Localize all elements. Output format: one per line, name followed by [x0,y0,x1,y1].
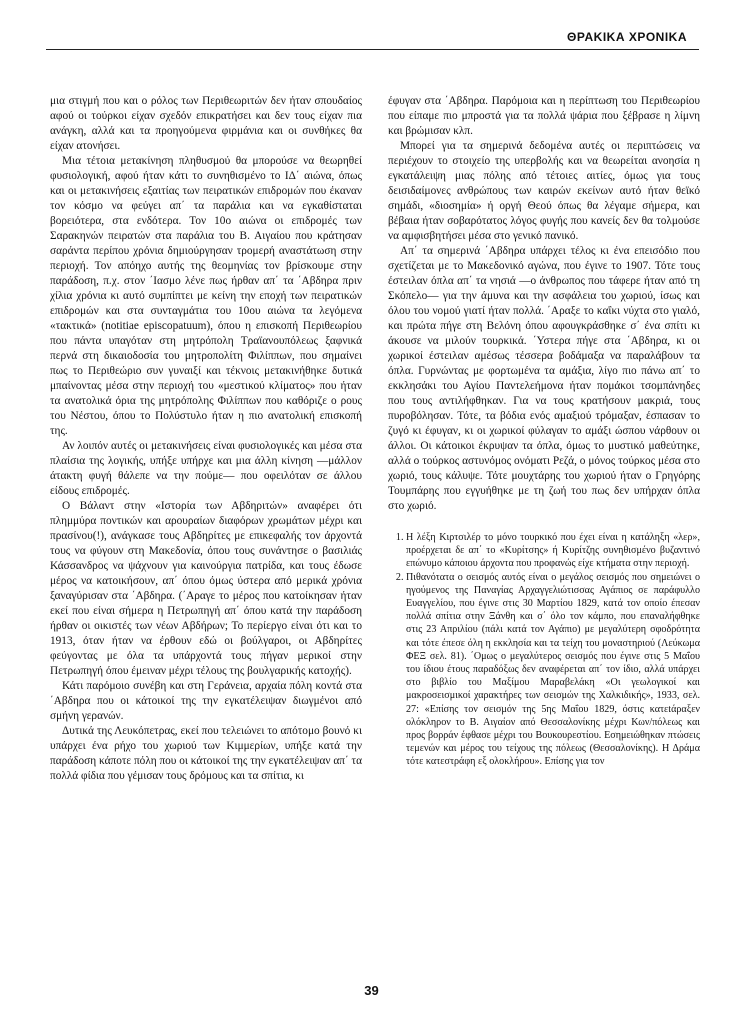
left-column [50,94,362,784]
footnote: 2. Πιθανότατα ο σεισμός αυτός είναι ο μεγάλος σεισμός που σημειώνει ο ηγούμενος της Παναγίας Αρχαγγελιώτισσας Αγάπιος σε παράφυλλο Ευαγγελίου, που έγινε στις 30 Μαρτίου 1829, κατά τον οποίο έπεσαν πολλά σπίτια στην Ξάνθη και σ΄ όλο τον κάμπο, που επαναλήφθηκε στις 23 Απριλίου (πάλι κατά τον Αγάπιο) με μεγαλύτερη σφοδρότητα και τότε έπεσε όλη η εκκλησία και τα τείχη του μοναστηριού (Λεύκωμα ΦΕΞ σελ. 81). ΄Ομως ο μεγαλύτερος σεισμός που έγινε στις 5 Μαΐου του ίδιου έτους παραδόξως δεν αναφέρεται απ΄ τον ίδιο, αλλά υπάρχει στο βιβλίο του Μαξίμου Μαραβελάκη «Οι γεωλογικοί και μακροσεισμικοί χαρακτήρες των σεισμών της Χαλκιδικής», 1933, σελ. 27: «Επίσης τον σεισμόν της 5ης Μαΐου 1829, όστις κατεtάραξεν ολόκληρον το Β. Αιγαίον από Θεσσαλονίκης μέχρι Κων/πόλεως και προς βορράν έφθασε μέχρι του Βουκουρεστίου. Εσημειώθηκαν πτώσεις τεμενών και μέρος του τείχους της πόλεως (Θεσσαλονίκης). Η Δράμα τότε κατεστράφη εξ ολοκλήρου». Επίσης για τον [406,571,700,769]
footnotes [388,531,700,769]
paragraph: μια στιγμή που και ο ρόλος των Περιθεωριτών δεν ήταν σπουδαίος αφού οι τούρκοι είχαν σχεδόν επικρατήσει και δεν τους είχαν πια ανάγκη, αλλά και τα προηγούμενα φιρμάνια και οι συνθήκες θα είχαν ατονήσει. [50,95,362,152]
running-title: ΘΡΑΚΙΚΑ ΧΡΟΝΙΚΑ [567,30,687,44]
footnote: 1. Η λέξη Κιρτσιλέρ το μόνο τουρκικό που έχει είναι η κατάληξη «λερ», προέρχεται δε απ΄ το «Κυρίτσης» ή Κυρίτζης συνηθισμένο βυζαντινό επώνυμο κάποιου άρχοντα που προφανώς είχε κτήματα στην περιοχή. [406,531,700,571]
paragraph: Μπορεί για τα σημερινά δεδομένα αυτές οι περιπτώσεις να περιέχουν το στοιχείο της υπερβολής και να θεωρείται ανοησία η εγκατάλειψη μιας πόλης από τέτοιες αιτίες, όμως για τους δεισιδαίμονες ανθρώπους των καιρών εκείνων αυτό ήταν θεϊκό σημάδι, «διοσημία» ή οργή Θεού όπως θα λέγαμε σήμερα, και βέβαια ήταν σοβαρότατος λόγος φυγής που κανείς δεν θα τολμούσε να αμφισβητήσει μέσα στο γενικό πανικό. [388,140,700,242]
right-column [388,94,700,769]
paragraph: Κάτι παρόμοιο συνέβη και στη Γεράνεια, αρχαία πόλη κοντά στα ΄Αβδηρα που οι κάτοικοί της την εγκατέλειψαν διωγμένοι από σμήνη γερανών. [50,680,362,722]
paragraph: Αν λοιπόν αυτές οι μετακινήσεις είναι φυσιολογικές και μέσα στα πλαίσια της λογικής, υπήξε υπήρχε και μια άλλη κίνηση —μάλλον άτακτη φυγή θάλεπε να την πούμε— που οφειλόταν σε άλλου είδους επιδρομές. [50,440,362,497]
paragraph: Δυτικά της Λευκόπετρας, εκεί που τελειώνει το απότομο βουνό κι υπάρχει ένα ρήχο του χωριού των Κιμμερίων, υπήξε κατά την παράδοση κάποτε πόλη που οι κάτοικοί της την εγκατέλειψαν απ΄ τα πολλά φίδια που γέμισαν τους δρόμους και τα σπίτια, κι [50,725,362,782]
paragraph: Ο Βάλαντ στην «Ιστορία των Αβδηριτών» αναφέρει ότι πλημμύρα ποντικών και αρουραίων διαφόρων χρωμάτων μέχρι και πρασίνου(!), ανάγκασε τους Αβδηρίτες με επικεφαλής τον άρχοντά τους να φύγουν στη Μακεδονία, όπου τους συνάντησε ο βασιλιάς Κάσσανδρος να ψάχνουν για καινούργια πατρίδα, και τους έδωσε μέρος να κατοικήσουν, απ΄ όπου όμως ύστερα από μερικά χρόνια ξαναγύρισαν στα ΄Αβδηρα. (΄Αραγε το μέρος που κατοίκησαν ήταν εκεί που είναι σήμερα η Πετρωπηγή απ΄ όπου κατά την παράδοση ήρθαν οι οικιστές των νέων Αβδήρων; Το περίεργο είναι ότι και το 1913, όταν ήταν να έρθουν εδώ οι βούλγαροι, οι Αβδηρίτες φεύγοντας με όλα τα υπάρχοντά τους πήγαν μερικοί στην Πετρωπηγή όπου έμειναν μέχρι τέλους της βουλγαρικής κατοχής). [50,500,362,677]
header-rule [46,49,699,50]
paragraph: Απ΄ τα σημερινά ΄Αβδηρα υπάρχει τέλος κι ένα επεισόδιο που σχετίζεται με το Μακεδονικό αγώνα, που έγινε το 1907. Τότε τους έστειλαν όπλα απ΄ τα νησιά —ο άνθρωπος που τάφερε ήταν από τη Σκόπελο— για την άμυνα και την ασφάλεια του χωριού, ίσως και όλου του νομού γιατί ήταν πολλά. ΄Αραξε το καΐκι νύχτα στο γιαλό, και πρώτα πήγε στη Βελόνη όπου αφουγκράσθηκε σ΄ ένα σπίτι κι άκουσε να μιλούν τουρκικά. ΄Υστερα πήγε στα ΄Αβδηρα, κι οι χωρικοί έστειλαν αμέσως τέσσερα βοδάμαξα να παραλάβουν τα όπλα. Γυρνώντας με φορτωμένα τα αμάξια, λίγο πιο πάνω απ΄ το εκκλησάκι του Αγίου Παντελεήμονα ήταν πομάκοι τσομπάνηδες που τους αντιλήφθηκαν. Για να τους κρατήσουν μακριά, τους πυροβόλησαν. Τότε, τα βόδια ενός αμαξιού τρόμαξαν, έσπασαν το ζυγό κι έφυγαν, κι οι χωρικοί φύλαγαν το αμάξι ώσπου νάρθουν οι άλλοι. Οι κάτοικοι έκρυψαν τα όπλα, όμως το μυστικό μαθεύτηκε, αλλά ο τούρκος αστυνόμος ονόματι Ρεζά, ο μόνος τούρκος μέσα στο χωριό, τους κάλυψε. Τότε μουχτάρης του χωριού ήταν ο Γρηγόρης Τουμπάρης που εγγυήθηκε με τη ζωή του πως δεν υπήρχαν όπλα στο χωριό. [388,245,700,512]
page-number: 39 [364,983,379,998]
paragraph: Μια τέτοια μετακίνηση πληθυσμού θα μπορούσε να θεωρηθεί φυσιολογική, αφού ήταν κάτι το συνηθισμένο το ΙΔ΄ αιώνα, όπως και οι μετακινήσεις εξαιτίας των πειρατικών επιδρομών που έκαναν τον κόσμο να φεύγει απ΄ τα παράλια και να εγκαθίσταται βορειότερα, στα ενδότερα. Τον 10ο αιώνα οι επιδρομές των Σαρακηνών πειρατών στα παράλια του Β. Αιγαίου που κράτησαν σαράντα περίπου χρόνια δημιούργησαν τρομερή αναστάτωση στην περιοχή. Τον απόηχο αυτής της θεομηνίας τον βρίσκουμε στην παράδοση, π.χ. στον ΄Ιασμο λένε πως ήρθαν απ΄ τα ΄Αβδηρα πριν χίλια χρόνια κι αυτό συμπίπτει με κείνη την εποχή των πειρατικών επιδρομών και στα συνταγμάτια του 10ου αιώνα τα λεγόμενα «τακτικά» (notitiae episcopatuum), όπου η επισκοπή Περιθεωρίου που πάντα υπαγόταν στη μητρόπολη Τραϊανουπόλεως ξαφνικά περνά στη δικαιοδοσία του μητροπολίτη Φιλίππων, που σημαίνει πως το Περιθεώριο συν γυναιξί και τέκνοις μετακινήθηκε δυτικά μπαίνοντας μέσα στην περιοχή του «μεστικού κλίματος» που ήταν τα ανατολικά όρια της μητρόπολης Φιλίππων που καθόριζε ο ρους του Νέστου, όπου το Πολύστυλο ήταν η πιο ανατολική επισκοπή της. [50,155,362,437]
paragraph: έφυγαν στα ΄Αβδηρα. Παρόμοια και η περίπτωση του Περιθεωρίου που είπαμε πιο μπροστά για τα πολλά ψάρια που ξέβρασε η λίμνη και βρώμισαν κλπ. [388,95,700,137]
